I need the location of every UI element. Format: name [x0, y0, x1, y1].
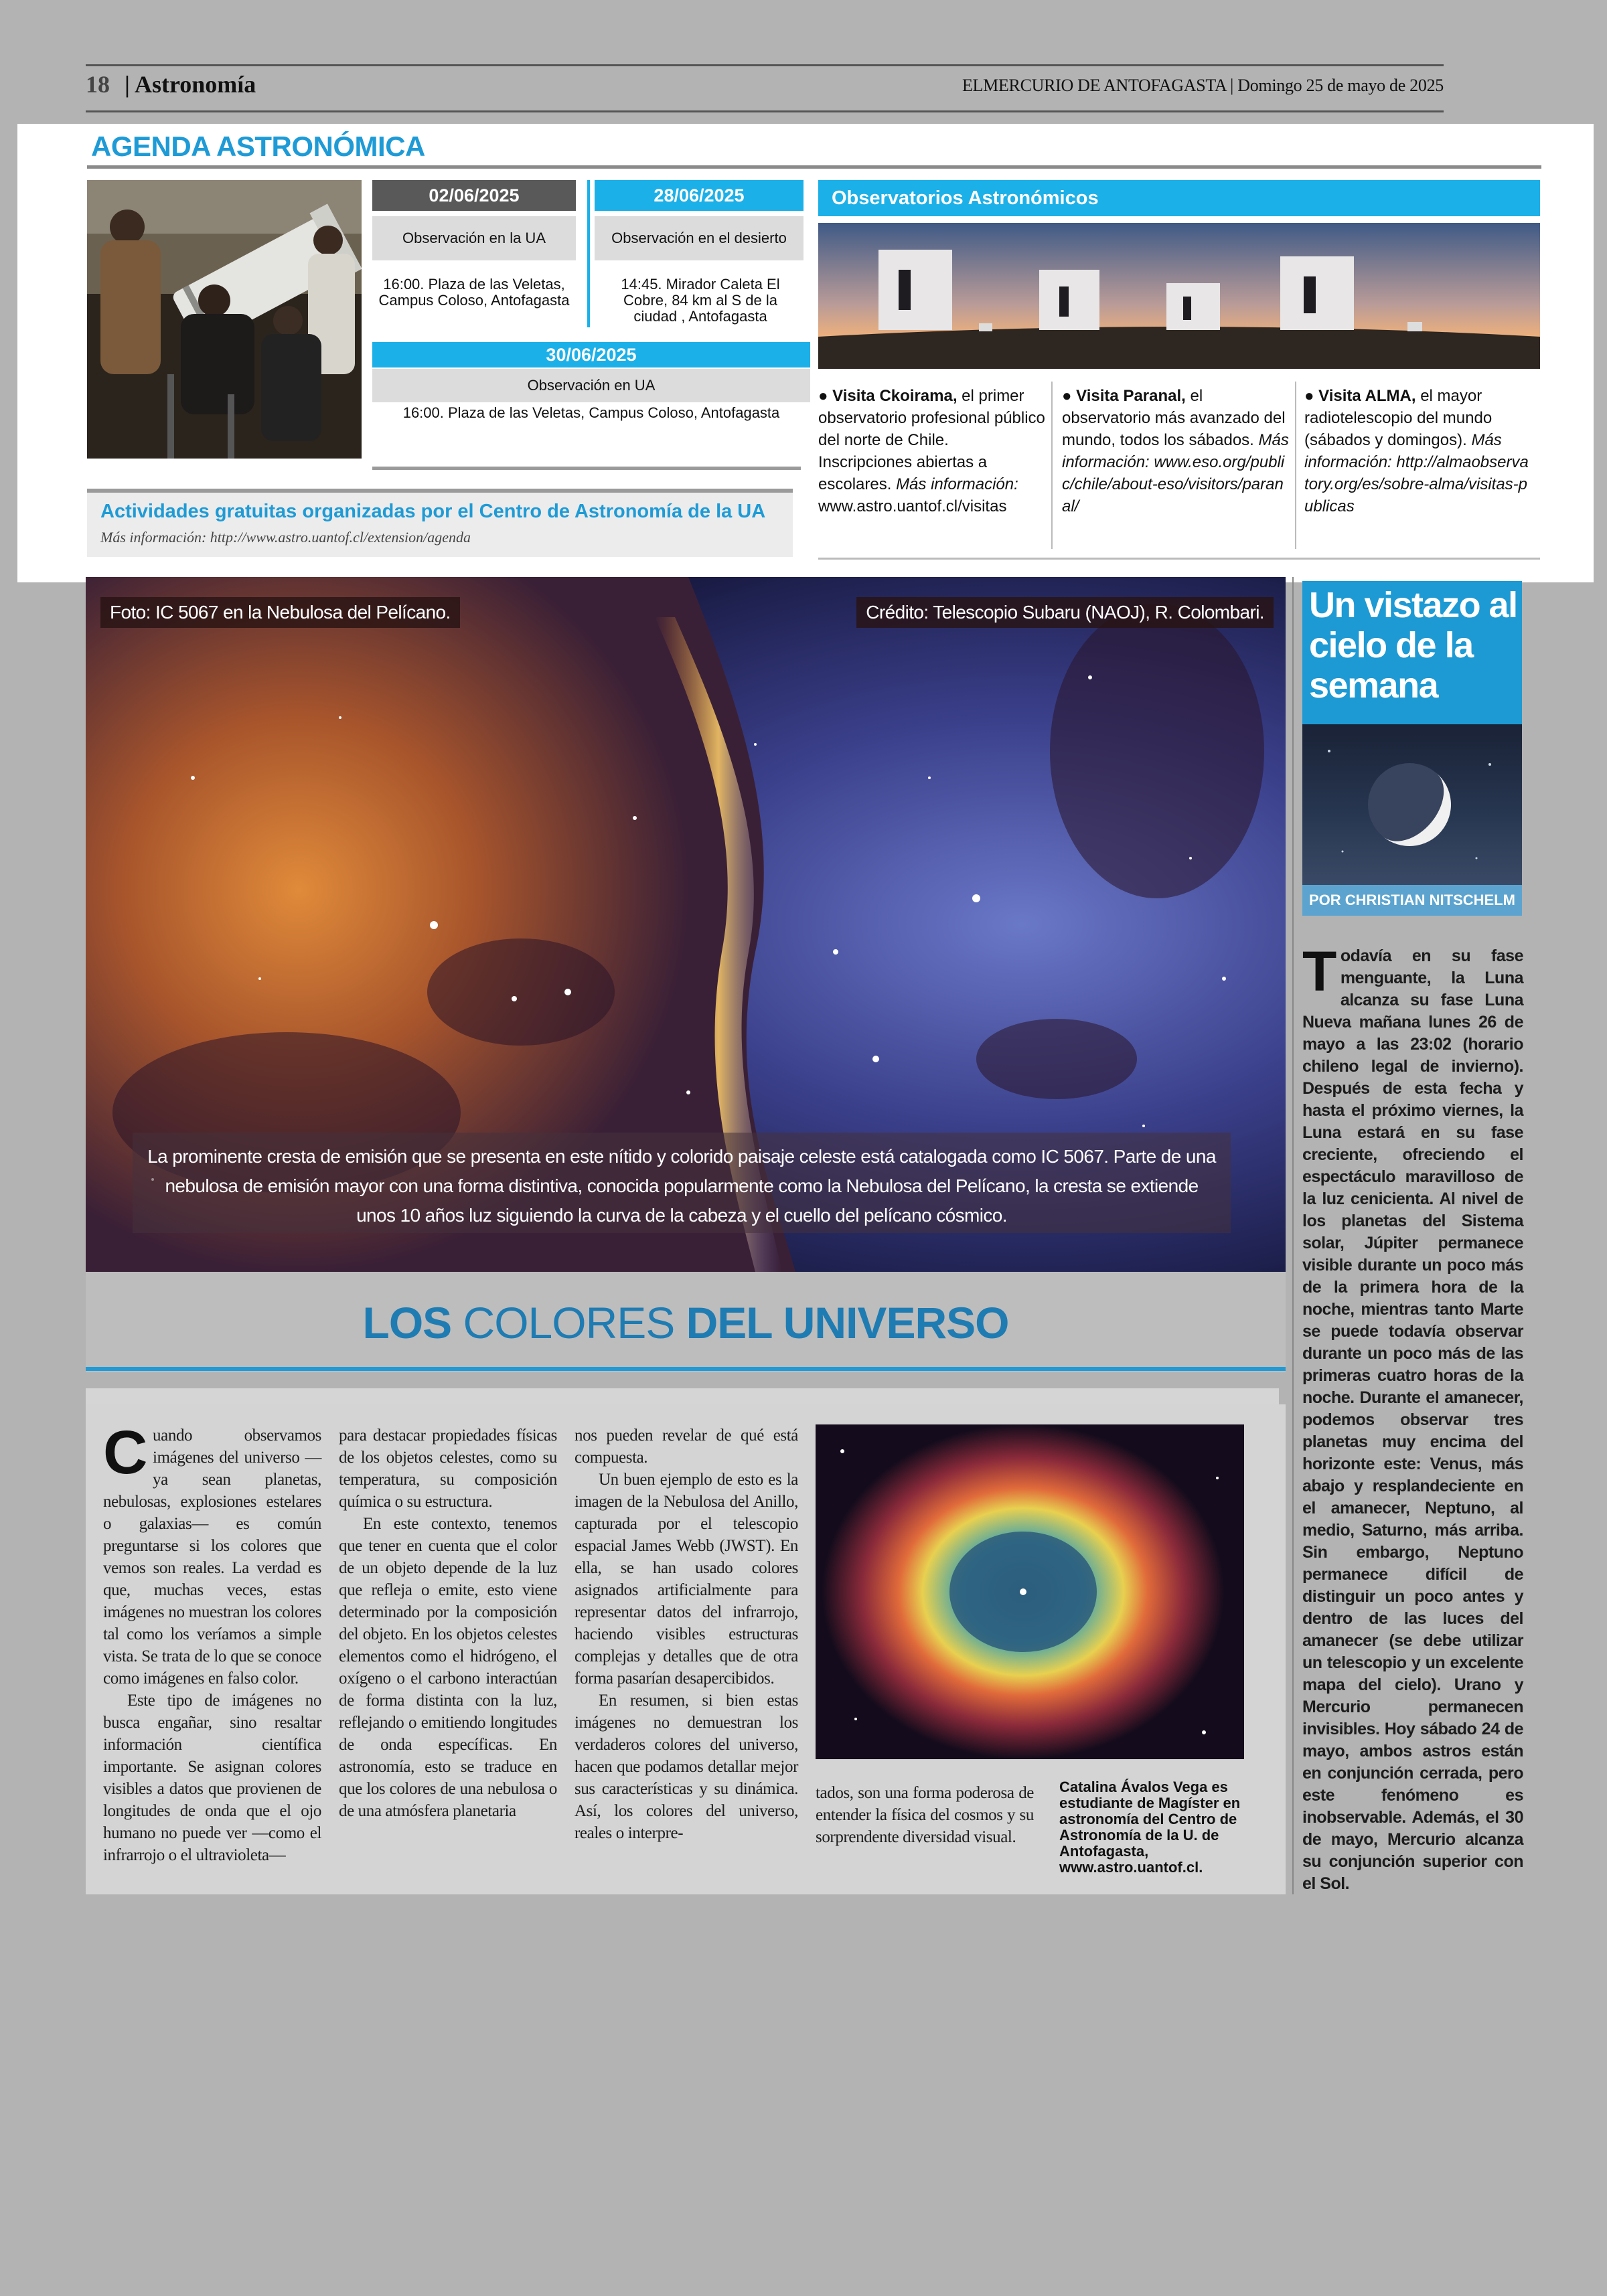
visit-more-label: Más información: [1304, 431, 1502, 471]
running-head [86, 64, 1444, 112]
article-column-3 [575, 1424, 798, 1844]
headline-word: DEL UNIVERSO [686, 1298, 1009, 1347]
visit-text: el primer observatorio profesional público del norte de Chile. Inscripciones abiertas a escolares. [818, 387, 1045, 493]
paragraph: Este tipo de imágenes no busca engañar, sino resaltar información científica importante. Se asignan colores visibles a datos que provienen de longitudes de onda que el ojo humano no puede ver —como el infrarrojo o el ultravioleta— [103, 1692, 321, 1864]
author-note: Catalina Ávalos Vega es estudiante de Magíster en astronomía del Centro de Astronomía de la U. de Antofagasta, www.astro.uantof.cl. [1059, 1779, 1241, 1876]
visit-text: el observatorio más avanzado del mundo, todos los sábados. [1062, 387, 1286, 449]
section-title: | Astronomía [125, 71, 256, 98]
event-date: 02/06/2025 [372, 180, 576, 211]
headline-band [86, 1272, 1286, 1372]
page-number: 18 [86, 71, 110, 98]
event-description: 16:00. Plaza de las Veletas, Campus Coloso, Antofagasta [378, 276, 570, 309]
moon-illustration [1302, 724, 1522, 885]
sidebar-title: Un vistazo al cielo de la semana [1309, 585, 1517, 706]
free-activities-link: Más información: http://www.astro.uantof.cl/extension/agenda [100, 529, 471, 546]
paragraph: tados, son una forma poderosa de entender la física del cosmos y su sorprendente diversidad visual. [816, 1784, 1034, 1846]
free-activities-box [87, 489, 793, 557]
publication-line: ELMERCURIO DE ANTOFAGASTA | Domingo 25 de mayo de 2025 [962, 76, 1444, 95]
observatories-bottom-rule [818, 558, 1540, 560]
nebula-photo [86, 577, 1286, 1272]
event-name: Observación en el desierto [595, 216, 804, 260]
agenda-divider [372, 467, 801, 470]
photo-credit: Crédito: Telescopio Subaru (NAOJ), R. Colombari. [856, 597, 1274, 628]
observatories-title: Observatorios Astronómicos [818, 180, 1540, 216]
free-activities-title: Actividades gratuitas organizadas por el Centro de Astronomía de la UA [100, 501, 766, 522]
event-date: 30/06/2025 [372, 342, 810, 367]
event-description: 16:00. Plaza de las Veletas, Campus Coloso, Antofagasta [402, 404, 780, 421]
headline-word: LOS [362, 1298, 452, 1347]
visit-divider [1051, 382, 1053, 549]
paragraph: En este contexto, tenemos que tener en cuenta que el color de un objeto depende de la luz que refleja o emite, esto viene determinado por la composición del objeto. En los objetos celestes elementos como el hidrógeno, el oxígeno o el carbono interactúan de forma distinta con la luz, reflejando o emitiendo longitudes de onda específicas. En astronomía, esto se traduce en que los colores de una nebulosa o de una atmósfera planetaria [339, 1515, 557, 1820]
paragraph: En resumen, si bien estas imágenes no demuestran los verdaderos colores del universo, hacen que podamos detallar mejor sus características y su dinámica. Así, los colores del universo, reales o interpre- [575, 1692, 798, 1842]
visit-ckoirama: ● Visita Ckoirama, el primer observatorio profesional público del norte de Chile. Inscripciones abiertas a escolares. Más información: www.astro.uantof.cl/visitas [818, 387, 1045, 515]
paragraph: nos pueden revelar de qué está compuesta. [575, 1426, 798, 1467]
visit-name: Visita Paranal, [1076, 387, 1186, 405]
visit-name: Visita ALMA, [1318, 387, 1416, 405]
headline-word: COLORES [463, 1298, 675, 1347]
event-divider [587, 180, 590, 327]
visit-name: Visita Ckoirama, [832, 387, 958, 405]
sidebar-byline: POR CHRISTIAN NITSCHELM [1302, 885, 1522, 916]
article-column-1 [103, 1418, 321, 1866]
visit-divider [1295, 382, 1296, 549]
agenda-panel [17, 124, 1594, 582]
sidebar-divider [1292, 577, 1294, 1894]
drop-cap: C [103, 1418, 148, 1487]
article-column-4 [816, 1782, 1034, 1848]
event-date: 28/06/2025 [595, 180, 804, 211]
paragraph-text: uando observamos imágenes del universo —ya sean planetas, nebulosas, explosiones estelares o galaxias— es común preguntarse si los colores que vemos son reales. La verdad es que, muchas veces, estas imágenes no muestran los colores tal como los veríamos a simple vista. Se trata de lo que se conoce como imágenes en falso color. [103, 1426, 321, 1688]
sidebar-paragraph: odavía en su fase menguante, la Luna alcanza su fase Luna Nueva mañana lunes 26 de mayo a las 23:02 (horario chileno legal de invierno). Después de esta fecha y hasta el próximo viernes, la Luna estará en su fase creciente, ofreciendo el espectáculo maravilloso de la luz cenicienta. Al nivel de los planetas del Sistema solar, Júpiter permanece visible durante un poco más de la primera hora de la noche, mientras tanto Marte se puede todavía observar durante un poco más de las primeras cuatro horas de la noche. Durante el amanecer, podemos observar tres planetas muy encima del horizonte este: Venus, más abajo y resplandeciente en el amanecer, Neptuno, al medio, Saturno, más arriba. Sin embargo, Neptuno permanece difícil de distinguir un poco antes y dentro de las luces del amanecer (se debe utilizar un telescopio y un excelente mapa del cielo). Urano y Mercurio permanecen invisibles. Hoy sábado 24 de mayo, ambos astros están en conjunción cerrada, pero este fenómeno es inobservable. Además, el 30 de mayo, Mercurio alcanza su conjunción superior con el Sol. [1302, 947, 1523, 1893]
ring-nebula-photo [816, 1424, 1244, 1759]
article-headline [86, 1297, 1286, 1348]
agenda-title: AGENDA ASTRONÓMICA [91, 131, 425, 162]
visit-more-label: Más información: [896, 475, 1018, 493]
agenda-rule [87, 165, 1541, 169]
visit-paranal: ● Visita Paranal, el observatorio más avanzado del mundo, todos los sábados. Más información: www.eso.org/public/chile/about-eso/visitors/paranal/ [1062, 387, 1289, 515]
paragraph: Un buen ejemplo de esto es la imagen de la Nebulosa del Anillo, capturada por el telescopio espacial James Webb (JWST). En ella, se han usado colores asignados artificialmente para representar datos del infrarrojo, haciendo visibles estructuras complejas y detalles que de otra forma pasarían desapercibidos. [575, 1471, 798, 1688]
event-description: 14:45. Mirador Caleta El Cobre, 84 km al S de la ciudad , Antofagasta [621, 276, 780, 325]
visit-text: el mayor radiotelescopio del mundo (sábados y domingos). [1304, 387, 1493, 449]
drop-cap: T [1302, 940, 1336, 1003]
telescope-photo [87, 180, 362, 459]
visit-more-label: Más información: [1062, 431, 1289, 471]
photo-caption: La prominente cresta de emisión que se presenta en este nítido y colorido paisaje celeste está catalogada como IC 5067. Parte de una nebulosa de emisión mayor con una forma distintiva, conocida popularmente como la Nebulosa del Pelícano, la cresta se extiende unos 10 años luz siguiendo la curva de la cabeza y el cuello del pelícano cósmico. [133, 1133, 1231, 1233]
sidebar-text [1302, 940, 1523, 1895]
publication-name: ELMERCURIO DE ANTOFAGASTA [962, 76, 1226, 95]
paragraph [103, 1418, 321, 1690]
section-name: Astronomía [134, 71, 256, 98]
sidebar-title-box [1302, 581, 1522, 724]
photo-label: Foto: IC 5067 en la Nebulosa del Pelícano. [100, 597, 460, 628]
article-column-2 [339, 1424, 557, 1822]
event-name: Observación en la UA [372, 216, 576, 260]
visit-url[interactable]: http://almaobservatory.org/es/sobre-alma/visitas-publicas [1304, 453, 1529, 515]
visit-url[interactable]: www.astro.uantof.cl/visitas [818, 497, 1007, 515]
headline-rule [86, 1367, 1286, 1371]
observatory-photo [818, 223, 1540, 369]
paragraph: para destacar propiedades físicas de los objetos celestes, como su temperatura, su composición química o su estructura. [339, 1426, 557, 1511]
event-name: Observación en UA [372, 369, 810, 402]
spacer-band [86, 1388, 1279, 1404]
visit-url[interactable]: www.eso.org/public/chile/about-eso/visitors/paranal/ [1062, 453, 1285, 515]
article-body [86, 1404, 1286, 1894]
visit-alma: ● Visita ALMA, el mayor radiotelescopio del mundo (sábados y domingos). Más información: http://almaobservatory.org/es/sobre-alma/visitas-publicas [1304, 387, 1529, 515]
publication-date: Domingo 25 de mayo de 2025 [1237, 76, 1444, 95]
